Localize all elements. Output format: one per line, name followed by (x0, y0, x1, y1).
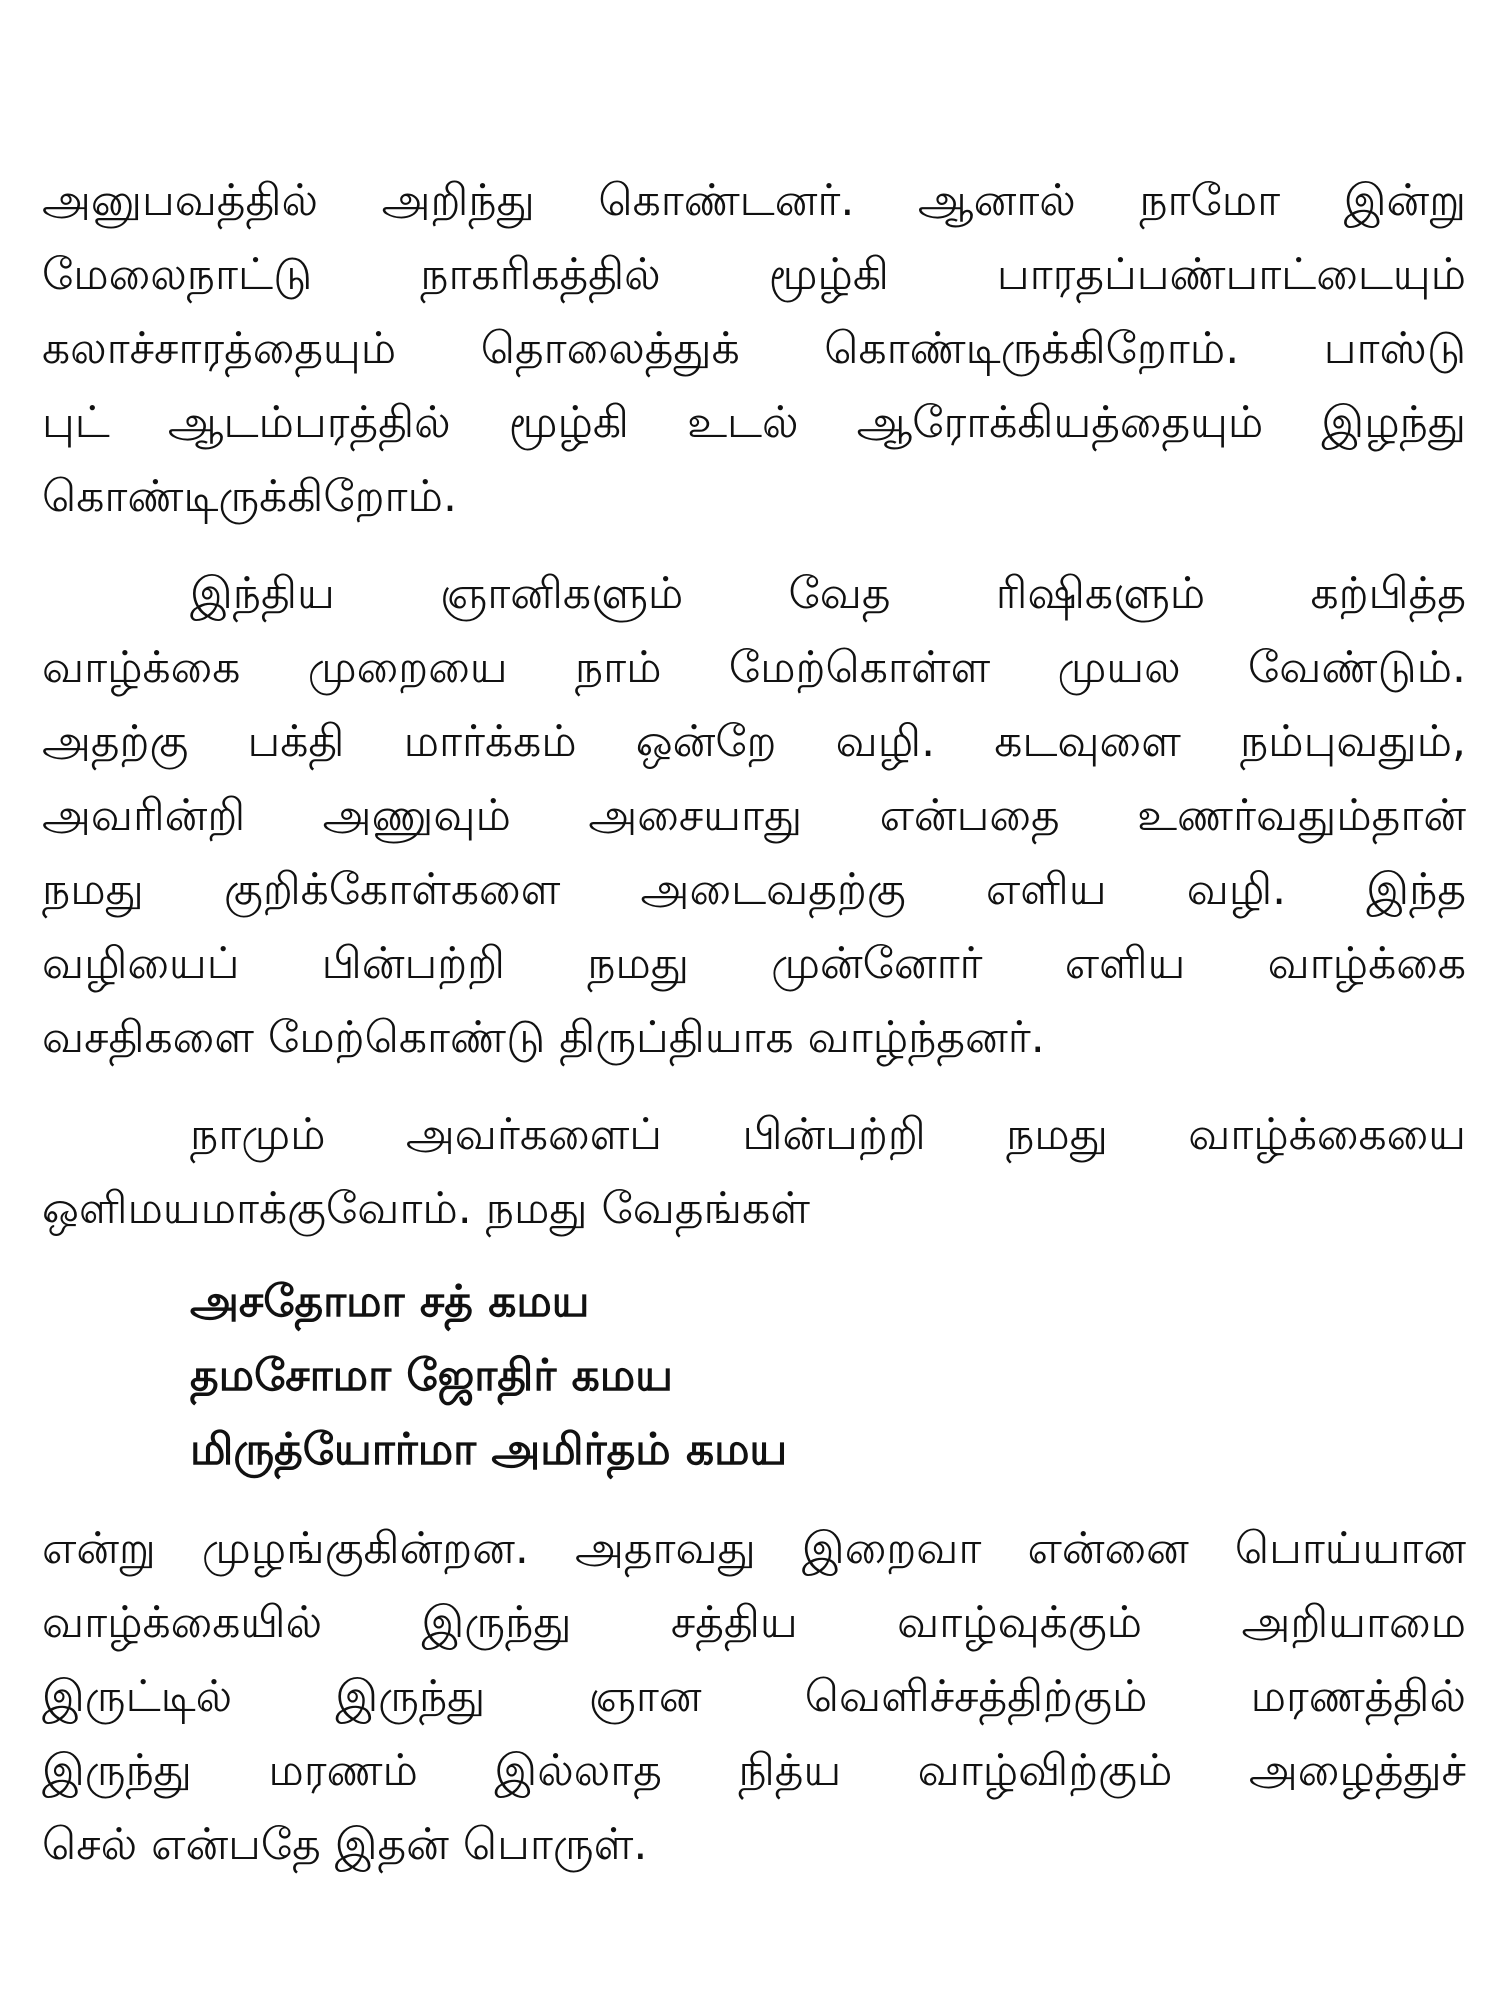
mantra-line-3: மிருத்யோர்மா அமிர்தம் கமய (190, 1424, 788, 1475)
mantra-line-2: தமசோமா ஜோதிர் கமய (190, 1350, 673, 1401)
paragraph-4-line-4: இருந்து மரணம் இல்லாத நித்ய வாழ்விற்கும் அழைத்துச் (42, 1745, 1466, 1796)
paragraph-4-line-1: என்று முழங்குகின்றன. அதாவது இறைவா என்னை பொய்யான (42, 1523, 1466, 1574)
paragraph-2-line-5: நமது குறிக்கோள்களை அடைவதற்கு எளிய வழி. இந்த (42, 864, 1466, 915)
paragraph-3-line-1: நாமும் அவர்களைப் பின்பற்றி நமது வாழ்க்கையை (190, 1109, 1466, 1160)
paragraph-1-line-2: மேலைநாட்டு நாகரிகத்தில் மூழ்கி பாரதப்பண்பாட்டையும் (42, 249, 1466, 300)
paragraph-1-line-5: கொண்டிருக்கிறோம். (42, 471, 457, 522)
paragraph-2-line-2: வாழ்க்கை முறையை நாம் மேற்கொள்ள முயல வேண்டும். (42, 642, 1466, 693)
mantra-line-1: அசதோமா சத் கமய (190, 1276, 590, 1327)
paragraph-4-line-3: இருட்டில் இருந்து ஞான வெளிச்சத்திற்கும் மரணத்தில் (42, 1671, 1466, 1722)
paragraph-2-line-6: வழியைப் பின்பற்றி நமது முன்னோர் எளிய வாழ்க்கை (42, 938, 1466, 989)
paragraph-2-line-1: இந்திய ஞானிகளும் வேத ரிஷிகளும் கற்பித்த (190, 568, 1466, 619)
paragraph-2-line-7: வசதிகளை மேற்கொண்டு திருப்தியாக வாழ்ந்தனர். (42, 1012, 1045, 1063)
paragraph-1-line-1: அனுபவத்தில் அறிந்து கொண்டனர். ஆனால் நாமோ இன்று (42, 175, 1466, 226)
paragraph-2-line-4: அவரின்றி அணுவும் அசையாது என்பதை உணர்வதும்தான் (42, 790, 1466, 841)
paragraph-2-line-3: அதற்கு பக்தி மார்க்கம் ஒன்றே வழி. கடவுளை நம்புவதும், (42, 716, 1466, 767)
paragraph-3-line-2: ஒளிமயமாக்குவோம். நமது வேதங்கள் (42, 1183, 810, 1234)
paragraph-4-line-5: செல் என்பதே இதன் பொருள். (42, 1819, 648, 1870)
paragraph-4-line-2: வாழ்க்கையில் இருந்து சத்திய வாழ்வுக்கும் அறியாமை (42, 1597, 1466, 1648)
paragraph-1-line-3: கலாச்சாரத்தையும் தொலைத்துக் கொண்டிருக்கிறோம். பாஸ்டு (42, 323, 1466, 374)
paragraph-1-line-4: புட் ஆடம்பரத்தில் மூழ்கி உடல் ஆரோக்கியத்தையும் இழந்து (42, 397, 1466, 448)
